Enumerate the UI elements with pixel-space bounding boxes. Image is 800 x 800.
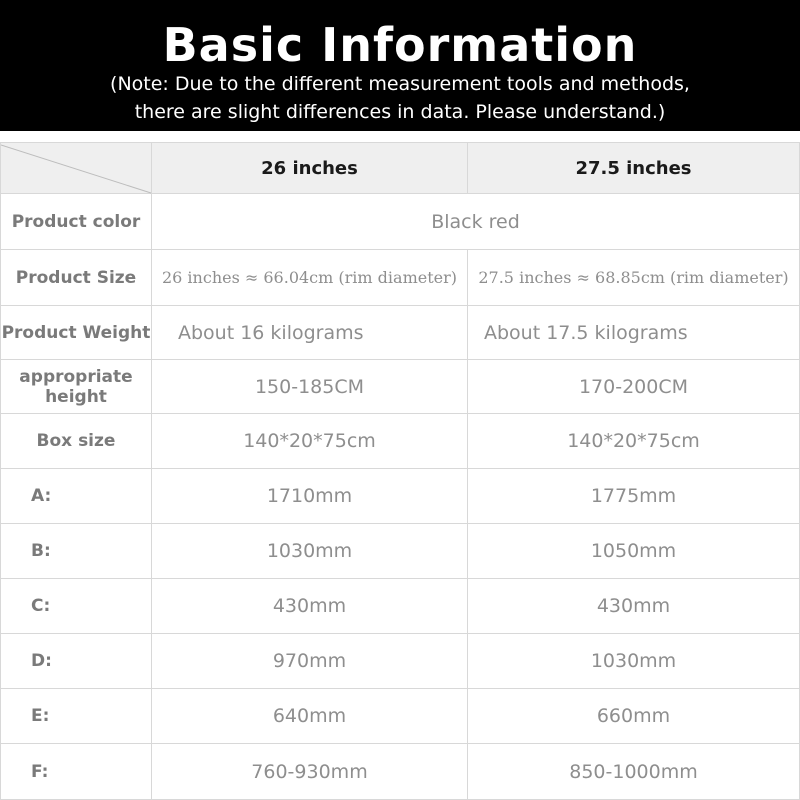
appropriate-height-27-5: 170-200CM xyxy=(468,360,800,414)
dimension-b-26: 1030mm xyxy=(152,524,468,579)
dimension-f-27-5: 850-1000mm xyxy=(468,744,800,800)
row-label-d: D: xyxy=(0,634,152,689)
spec-table xyxy=(0,142,800,800)
corner-cell xyxy=(0,142,152,194)
dimension-a-26: 1710mm xyxy=(152,469,468,524)
row-label-b: B: xyxy=(0,524,152,579)
dimension-e-26: 640mm xyxy=(152,689,468,744)
row-label-f: F: xyxy=(0,744,152,800)
product-weight-26: About 16 kilograms xyxy=(152,306,468,360)
dimension-d-26: 970mm xyxy=(152,634,468,689)
diagonal-divider xyxy=(1,143,153,195)
label-line-2: height xyxy=(45,386,107,407)
page-title: Basic Information xyxy=(162,18,638,72)
note-line-2: there are slight differences in data. Please understand.) xyxy=(134,101,666,123)
dimension-f-26: 760-930mm xyxy=(152,744,468,800)
row-label-appropriate-height xyxy=(0,360,152,414)
dimension-e-27-5: 660mm xyxy=(468,689,800,744)
row-label-c: C: xyxy=(0,579,152,634)
row-label-box-size: Box size xyxy=(0,414,152,469)
dimension-c-27-5: 430mm xyxy=(468,579,800,634)
box-size-26: 140*20*75cm xyxy=(152,414,468,469)
product-color-value: Black red xyxy=(152,194,800,250)
row-label-product-size: Product Size xyxy=(0,250,152,306)
row-label-e: E: xyxy=(0,689,152,744)
header-banner xyxy=(0,0,800,131)
dimension-b-27-5: 1050mm xyxy=(468,524,800,579)
product-size-27-5: 27.5 inches ≈ 68.85cm (rim diameter) xyxy=(468,250,800,306)
note-line-1: (Note: Due to the different measurement tools and methods, xyxy=(110,73,690,95)
appropriate-height-26: 150-185CM xyxy=(152,360,468,414)
dimension-c-26: 430mm xyxy=(152,579,468,634)
product-weight-27-5: About 17.5 kilograms xyxy=(468,306,800,360)
row-label-product-weight: Product Weight xyxy=(0,306,152,360)
label-line-1: appropriate xyxy=(19,366,133,387)
column-header-26: 26 inches xyxy=(152,142,468,194)
box-size-27-5: 140*20*75cm xyxy=(468,414,800,469)
header-note xyxy=(0,70,800,126)
dimension-a-27-5: 1775mm xyxy=(468,469,800,524)
product-size-26: 26 inches ≈ 66.04cm (rim diameter) xyxy=(152,250,468,306)
row-label-product-color: Product color xyxy=(0,194,152,250)
row-label-a: A: xyxy=(0,469,152,524)
dimension-d-27-5: 1030mm xyxy=(468,634,800,689)
column-header-27-5: 27.5 inches xyxy=(468,142,800,194)
